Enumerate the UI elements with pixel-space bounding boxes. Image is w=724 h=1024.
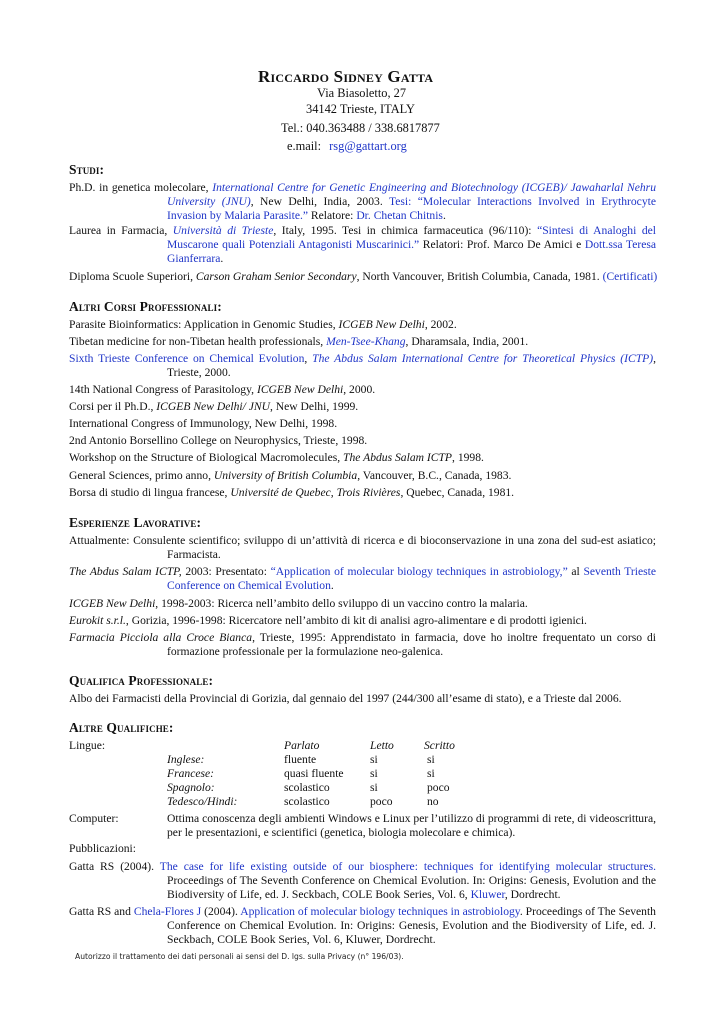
laurea-supervisors-label: Relatori: Prof. Marco De Amici e — [419, 238, 585, 251]
publications-label: Pubblicazioni: — [69, 842, 136, 855]
language-level: si — [370, 767, 378, 780]
email-line — [287, 139, 407, 154]
esperienza-eurokit: Eurokit s.r.l., Gorizia, 1996-1998: Ricercatore nell’ambito di kit di analisi agro-alimentare e di prodotti igienici. — [69, 614, 587, 627]
language-level: poco — [427, 781, 450, 794]
language-level: scolastico — [284, 781, 330, 794]
language-level: fluente — [284, 753, 317, 766]
section-heading-esperienze: Esperienze Lavorative: — [69, 515, 202, 530]
certificates-link[interactable]: (Certificati) — [602, 270, 658, 283]
language-name: Francese: — [167, 767, 214, 780]
column-header: Parlato — [284, 739, 320, 752]
laurea-supervisor-link[interactable]: Dott.ssa Teresa Gianferrara — [167, 238, 657, 265]
esperienza-ictp: The Abdus Salam ICTP, 2003: Presentato: “Application of molecular biology techniques in astrobiology,” al Seventh Trieste Conference on Chemical Evolution. — [69, 565, 657, 592]
corso-item: Parasite Bioinformatics: Application in Genomic Studies, ICGEB New Delhi, 2002. — [69, 318, 457, 331]
qualifica-text: Albo dei Farmacisti della Provincial di Gorizia, dal gennaio del 1997 (244/300 all’esame di stato), e a Trieste dal 2006. — [69, 692, 622, 705]
laurea-thesis-link[interactable]: “Sintesi di Analoghi del Muscarone quali Potenziali Antagonisti Muscarinici.” — [167, 224, 657, 251]
email-label: e.mail: — [287, 139, 322, 153]
phd-thesis-link[interactable]: Tesi: “Molecular Interactions Involved in Erythrocyte Invasion by Malaria Parasite.” — [167, 195, 656, 222]
publication-title-link[interactable]: The case for life existing outside of our biosphere: techniques for identifying molecular structures. — [159, 860, 656, 873]
phd-supervisor-link[interactable]: Dr. Chetan Chitnis — [356, 209, 443, 222]
section-heading-altre: Altre Qualifiche: — [69, 720, 174, 735]
computer-label: Computer: — [69, 812, 119, 825]
corso-item: Sixth Trieste Conference on Chemical Evolution, The Abdus Salam International Centre for Theoretical Physics (ICTP), Trieste, 2000. — [69, 352, 656, 379]
column-header: Letto — [370, 739, 394, 752]
kluwer-link[interactable]: Kluwer — [470, 888, 505, 901]
phone-numbers: Tel.: 040.363488 / 338.6817877 — [281, 121, 440, 135]
language-level: scolastico — [284, 795, 330, 808]
publication-title-link[interactable]: Application of molecular biology techniques in astrobiology — [240, 905, 520, 918]
language-name: Spagnolo: — [167, 781, 215, 794]
section-heading-qualifica: Qualifica Professionale: — [69, 673, 214, 688]
laurea-detail: , Italy, 1995. Tesi in chimica farmaceutica (96/110): — [273, 224, 532, 237]
publication-item: Gatta RS and Chela-Flores J (2004). Application of molecular biology techniques in astrobiology. Proceedings of The Seventh Conference on Chemical Evolution. In: Origins: Genesis, Evolution and the Biodiversity of Life, ed. J. Seckbach, COLE Book Series, Vol. 6, Kluwer, Dordrecht. — [69, 905, 656, 946]
publication-item: Gatta RS (2004). The case for life existing outside of our biosphere: techniques for identifying molecular structures. Proceedings of The Seventh Conference on Chemical Evolution. In: Origins: Genesis, Evolution and the Biodiversity of Life, ed. J. Seckbach, COLE Book Series, Vol. 6, Kluwer, Dordrecht. — [69, 860, 656, 901]
language-level: si — [427, 767, 435, 780]
section-heading-corsi: Altri Corsi Professionali: — [69, 299, 222, 314]
corso-item: Corsi per il Ph.D., ICGEB New Delhi/ JNU, New Delhi, 1999. — [69, 400, 359, 413]
language-name: Inglese: — [167, 753, 205, 766]
phd-location: , New Delhi, India, 2003. — [250, 195, 383, 208]
studi-phd: Ph.D. in genetica molecolare, International Centre for Genetic Engineering and Biotechnology (ICGEB)/ Jawaharlal Nehru University (JNU), New Delhi, India, 2003. Tesi: “Molecular Interactions Involved in Erythrocyte Invasion by Malaria Parasite.” Relatore: Dr. Chetan Chitnis. — [69, 181, 656, 222]
laurea-university-link[interactable]: Università di Trieste — [172, 224, 274, 237]
language-level: si — [427, 753, 435, 766]
section-heading-studi: Studi: — [69, 162, 105, 177]
diploma-school: Carson Graham Senior Secondary — [195, 270, 357, 283]
sixth-conference-link[interactable]: Sixth Trieste Conference on Chemical Evolution — [69, 352, 305, 365]
esperienza-icgeb: ICGEB New Delhi, 1998-2003: Ricerca nell’ambito dello sviluppo di un vaccino contro la malaria. — [69, 597, 528, 610]
corso-item: International Congress of Immunology, New Delhi, 1998. — [69, 417, 338, 430]
diploma-prefix: Diploma Scuole Superiori, — [69, 270, 193, 283]
computer-text: Ottima conoscenza degli ambienti Windows e Linux per l’utilizzo di programmi di rete, di videoscrittura, per le presentazioni, e scientifici (genetica, biologia molecolare e chimica). — [167, 812, 656, 839]
language-level: poco — [370, 795, 393, 808]
esperienza-attuale: Attualmente: Consulente scientifico; sviluppo di un’attività di ricerca e di bioconservazione in una zona del sud-est asiatico; Farmacista. — [69, 534, 656, 561]
email-link[interactable]: rsg@gattart.org — [329, 139, 407, 153]
men-tsee-khang-link[interactable]: Men-Tsee-Khang — [326, 335, 406, 348]
corso-item: General Sciences, primo anno, University of British Columbia, Vancouver, B.C., Canada, 1983. — [69, 469, 512, 482]
language-level: quasi fluente — [284, 767, 344, 780]
privacy-footer: Autorizzo il trattamento dei dati personali ai sensi del D. lgs. sulla Privacy (n° 196/03). — [75, 952, 404, 961]
language-level: si — [370, 753, 378, 766]
corso-item: Tibetan medicine for non-Tibetan health professionals, Men-Tsee-Khang, Dharamsala, India, 2001. — [69, 335, 529, 348]
address-city: 34142 Trieste, ITALY — [306, 102, 415, 116]
cv-name: Riccardo Sidney Gatta — [258, 67, 434, 86]
ictp-link[interactable]: The Abdus Salam International Centre for Theoretical Physics (ICTP) — [312, 352, 654, 365]
phd-prefix: Ph.D. in genetica molecolare, — [69, 181, 209, 194]
laurea-prefix: Laurea in Farmacia, — [69, 224, 168, 237]
seventh-conference-link[interactable]: Seventh Trieste Conference on Chemical Evolution — [167, 565, 657, 592]
language-level: no — [427, 795, 439, 808]
language-level: si — [370, 781, 378, 794]
diploma-location: , North Vancouver, British Columbia, Canada, 1981. — [356, 270, 600, 283]
esperienza-farmacia: Farmacia Picciola alla Croce Bianca, Trieste, 1995: Apprendistato in farmacia, dove ho inoltre frequentato un corso di formazione professionale per la formulazione neo-galenica. — [69, 631, 656, 658]
corso-item: Borsa di studio di lingua francese, Université de Quebec, Trois Rivières, Quebec, Canada, 1981. — [69, 486, 515, 499]
corso-item: Workshop on the Structure of Biological Macromolecules, The Abdus Salam ICTP, 1998. — [69, 451, 484, 464]
phd-institution-link[interactable]: International Centre for Genetic Engineering and Biotechnology (ICGEB)/ Jawaharlal Nehru University (JNU) — [167, 181, 656, 208]
studi-laurea: Laurea in Farmacia, Università di Trieste, Italy, 1995. Tesi in chimica farmaceutica (96/110): “Sintesi di Analoghi del Muscarone quali Potenziali Antagonisti Muscarinici.” Relatori: Prof. Marco De Amici e Dott.ssa Teresa Gianferrara. — [69, 224, 657, 265]
address-street: Via Biasoletto, 27 — [317, 86, 407, 100]
presentation-link[interactable]: “Application of molecular biology techniques in astrobiology,” — [270, 565, 568, 578]
studi-diploma — [69, 270, 656, 284]
column-header: Scritto — [424, 739, 455, 752]
coauthor-link[interactable]: Chela-Flores J — [133, 905, 202, 918]
language-name: Tedesco/Hindi: — [167, 795, 238, 808]
corso-item: 2nd Antonio Borsellino College on Neurophysics, Trieste, 1998. — [69, 434, 368, 447]
lingue-label: Lingue: — [69, 739, 106, 752]
phd-supervisor-label: Relatore: — [308, 209, 357, 222]
corso-item: 14th National Congress of Parasitology, ICGEB New Delhi, 2000. — [69, 383, 376, 396]
